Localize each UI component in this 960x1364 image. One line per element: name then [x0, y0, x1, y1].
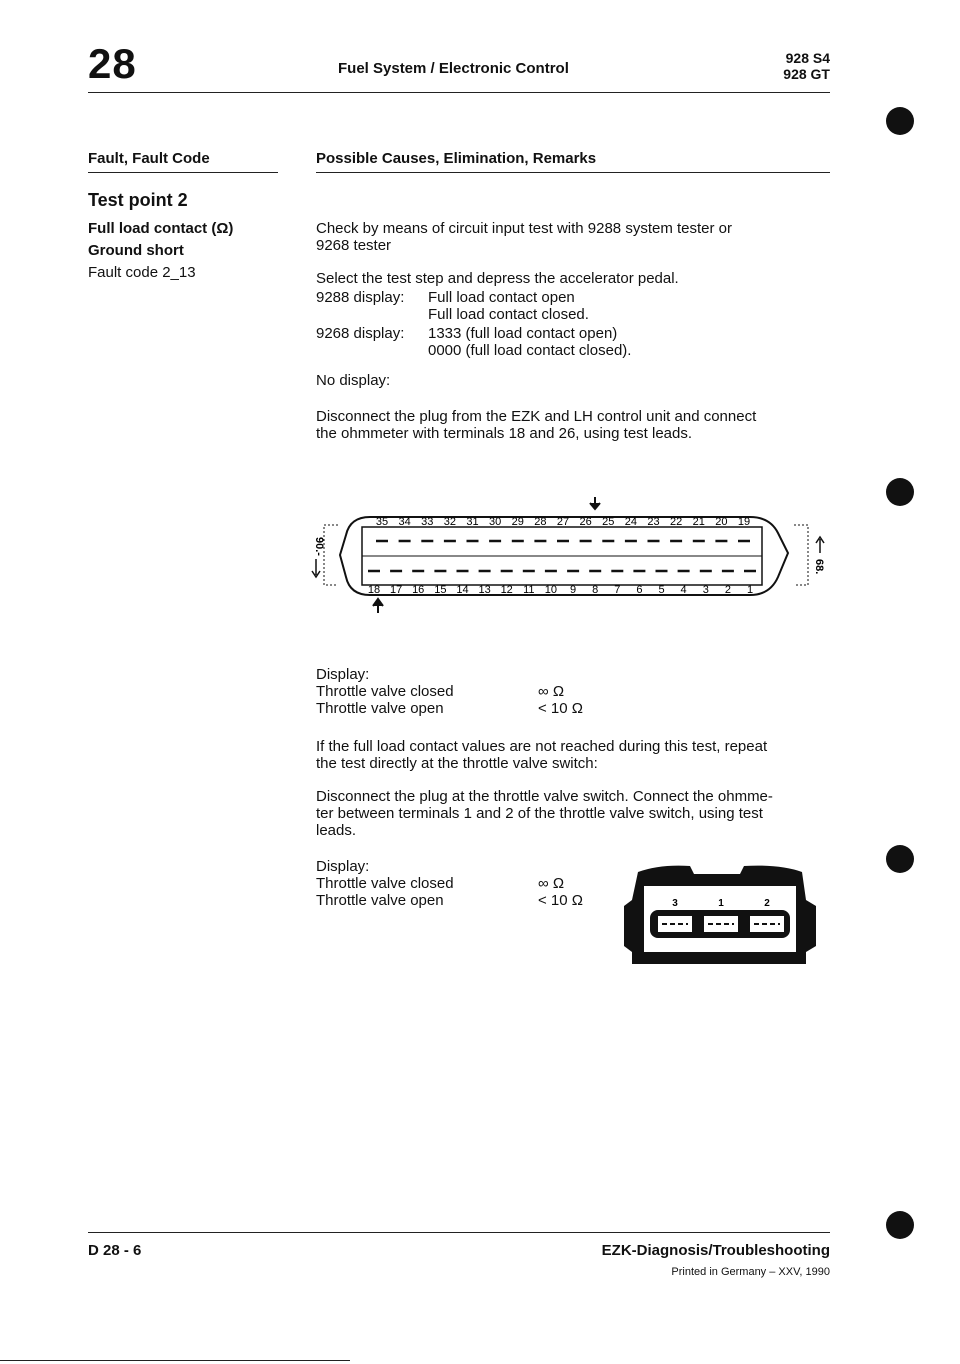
open-value-2: < 10 Ω	[538, 892, 583, 909]
binder-hole-1	[886, 107, 914, 135]
bottom-pin-label: 16	[412, 584, 425, 596]
top-pin-label: 34	[398, 516, 411, 528]
switch-instruction	[316, 788, 773, 839]
open-value-1: < 10 Ω	[538, 700, 583, 717]
top-pin-label: 32	[443, 516, 457, 528]
column-rule-right	[316, 172, 830, 173]
switch-line-3: leads.	[316, 822, 357, 839]
top-pin-label: 30	[488, 516, 502, 528]
model-designation	[783, 50, 830, 82]
section-number: 28	[88, 40, 137, 87]
top-pin-row	[376, 516, 750, 541]
display-9268-value-2: 0000 (full load contact closed).	[428, 342, 632, 359]
repeat-line-2: the test directly at the throttle valve switch:	[316, 755, 598, 772]
check-instruction	[316, 220, 732, 254]
switch-pin-label-2: 2	[764, 898, 770, 909]
control-unit-connector-diagram	[310, 495, 840, 620]
bottom-pin-label: 1	[746, 584, 754, 596]
right-bracket	[794, 525, 808, 585]
disconnect-line-1: Disconnect the plug from the EZK and LH control unit and connect	[316, 408, 757, 425]
check-line-2: 9268 tester	[316, 237, 392, 254]
display-9288-value-2: Full load contact closed.	[428, 306, 589, 323]
top-pin-label: 26	[579, 516, 592, 528]
closed-value-2: ∞ Ω	[538, 875, 565, 892]
bottom-pin-label: 17	[389, 584, 403, 596]
top-pin-label: 35	[375, 516, 389, 528]
repeat-line-1: If the full load contact values are not reached during this test, repeat	[316, 738, 768, 755]
bottom-pin-label: 10	[544, 584, 558, 596]
bottom-pin-label: 6	[636, 584, 643, 596]
repeat-instruction	[316, 738, 767, 772]
right-side-label: 68.	[813, 559, 825, 575]
left-bracket	[324, 525, 338, 585]
display-9268-value-1: 1333 (full load contact open)	[428, 325, 618, 342]
fault-type: Ground short	[88, 242, 184, 259]
switch-pin-label-1: 1	[718, 898, 724, 909]
top-pin-label: 24	[624, 516, 638, 528]
top-pin-label: 23	[647, 516, 660, 528]
model-line-2: 928 GT	[783, 66, 830, 82]
page-title: Fuel System / Electronic Control	[338, 60, 569, 77]
disconnect-instruction	[316, 408, 756, 442]
display-2-heading: Display:	[316, 858, 370, 875]
closed-label-1: Throttle valve closed	[316, 683, 454, 700]
binder-hole-4	[886, 1211, 914, 1239]
top-pin-label: 27	[556, 516, 570, 528]
bottom-pin-label: 12	[500, 584, 513, 596]
display-9288-value-1: Full load contact open	[428, 289, 575, 306]
top-pin-label: 22	[669, 516, 683, 528]
test-point-heading: Test point 2	[88, 190, 188, 210]
top-pin-label: 33	[421, 516, 434, 528]
bottom-pin-label: 15	[434, 584, 447, 596]
display-result-1	[316, 666, 583, 717]
bottom-pin-label: 3	[702, 584, 709, 596]
display-1-heading: Display:	[316, 666, 370, 683]
right-side-arrow-icon	[816, 537, 824, 553]
fault-code: Fault code 2_13	[88, 264, 196, 281]
disconnect-line-2: the ohmmeter with terminals 18 and 26, using test leads.	[316, 425, 693, 442]
page-number: D 28 - 6	[88, 1242, 142, 1259]
bottom-pin-label: 7	[614, 584, 621, 596]
bottom-pin-row	[368, 571, 756, 596]
top-pin-label: 19	[737, 516, 751, 528]
column-rule-left	[88, 172, 278, 173]
select-instruction: Select the test step and depress the accelerator pedal.	[316, 270, 679, 287]
model-line-1: 928 S4	[785, 50, 830, 66]
arrow-down-icon	[590, 497, 600, 509]
top-pin-label: 25	[602, 516, 615, 528]
top-pin-label: 31	[466, 516, 479, 528]
open-label-1: Throttle valve open	[316, 700, 444, 717]
display-9288	[316, 289, 589, 323]
switch-pin-label-3: 3	[672, 898, 678, 909]
column-head-fault: Fault, Fault Code	[88, 150, 210, 167]
open-label-2: Throttle valve open	[316, 892, 444, 909]
switch-line-2: ter between terminals 1 and 2 of the throttle valve switch, using test	[316, 805, 763, 822]
bottom-pin-label: 5	[658, 584, 665, 596]
display-9268-label: 9268 display:	[316, 325, 405, 342]
throttle-switch-connector-diagram	[620, 860, 820, 972]
bottom-pin-label: 18	[367, 584, 381, 596]
closed-label-2: Throttle valve closed	[316, 875, 454, 892]
column-head-causes: Possible Causes, Elimination, Remarks	[316, 150, 597, 167]
arrow-up-icon	[373, 599, 383, 613]
closed-value-1: ∞ Ω	[538, 683, 565, 700]
bottom-pin-label: 11	[523, 584, 535, 596]
switch-line-1: Disconnect the plug at the throttle valve switch. Connect the ohmme-	[316, 788, 773, 805]
bottom-pin-label: 8	[592, 584, 599, 596]
display-9268	[316, 325, 631, 359]
binder-hole-3	[886, 845, 914, 873]
bottom-edge-rule	[0, 1360, 350, 1361]
left-side-arrow-icon	[312, 559, 320, 577]
top-pin-label: 21	[692, 516, 705, 528]
fault-name: Full load contact (Ω)	[88, 220, 234, 237]
top-pin-label: 28	[534, 516, 547, 528]
left-side-label: 90.-	[313, 537, 325, 556]
footer-title: EZK-Diagnosis/Troubleshooting	[601, 1242, 830, 1259]
bottom-pin-label: 4	[680, 584, 687, 596]
footer-rule	[88, 1232, 830, 1233]
display-9288-label: 9288 display:	[316, 289, 405, 306]
no-display-label: No display:	[316, 372, 391, 389]
header-rule	[88, 92, 830, 93]
bottom-pin-label: 2	[724, 584, 731, 596]
top-pin-label: 29	[511, 516, 524, 528]
bottom-pin-label: 9	[570, 584, 577, 596]
display-result-2	[316, 858, 583, 909]
top-pin-label: 20	[715, 516, 728, 528]
bottom-pin-label: 13	[478, 584, 491, 596]
printed-note: Printed in Germany – XXV, 1990	[671, 1266, 830, 1278]
check-line-1: Check by means of circuit input test with 9288 system tester or	[316, 220, 733, 237]
binder-hole-2	[886, 478, 914, 506]
bottom-pin-label: 14	[456, 584, 469, 596]
